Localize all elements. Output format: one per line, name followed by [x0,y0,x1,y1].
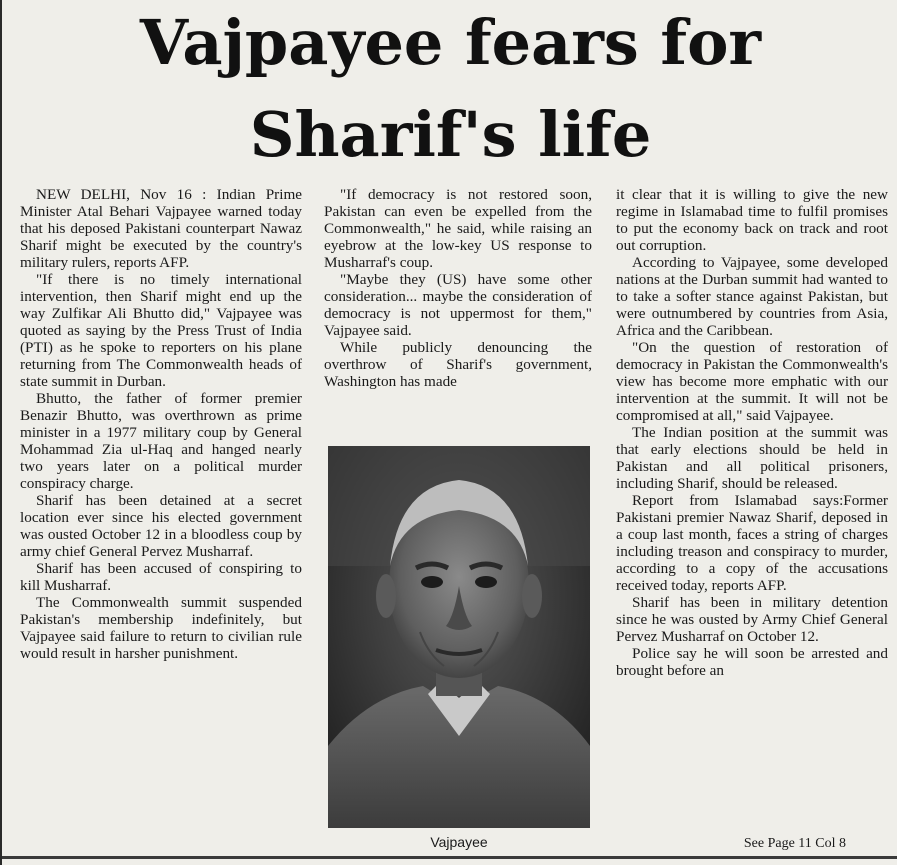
continuation-note: See Page 11 Col 8 [743,836,846,851]
paragraph: "If democracy is not restored soon, Pakistan can even be expelled from the Commonwealth," he said, while raising an eyebrow at the low-key US response to Musharraf's coup. [324,186,592,271]
headline-line-2: Sharif's life [249,98,652,171]
paragraph: Sharif has been in military detention since he was ousted by Army Chief General Pervez Musharraf on October 12. [616,594,888,645]
paragraph: "Maybe they (US) have some other consideration... maybe the consideration of democracy is not uppermost for them," Vajpayee said. [324,271,592,339]
paragraph: Police say he will soon be arrested and brought before an [616,645,888,679]
paragraph: Report from Islamabad says:Former Pakistani premier Nawaz Sharif, deposed in a coup last month, faces a string of charges including treason and conspiracy to murder, according to a copy of the accusations received today, reports AFP. [616,492,888,594]
article-column-3 [616,186,888,831]
paragraph: While publicly denouncing the overthrow of Sharif's government, Washington has made [324,339,592,390]
portrait-image [328,446,590,828]
paragraph: Bhutto, the father of former premier Benazir Bhutto, was overthrown as prime minister in a 1977 military coup by General Mohammad Zia ul-Haq and hanged nearly two years later on a political murder conspiracy charge. [20,390,302,492]
paragraph: Sharif has been accused of conspiring to kill Musharraf. [20,560,302,594]
bottom-rule [2,856,897,859]
paragraph: "On the question of restoration of democracy in Pakistan the Commonwealth's view has become more emphatic with our intervention at the summit. It will not be compromised at all," said Vajpayee. [616,339,888,424]
paragraph: "If there is no timely international intervention, then Sharif might end up the way Zulfikar Ali Bhutto did," Vajpayee was quoted as saying by the Press Trust of India (PTI) as he spoke to reporters on his plane returning from The Commonwealth heads of state summit in Durban. [20,271,302,390]
paragraph: The Commonwealth summit suspended Pakistan's membership indefinitely, but Vajpayee said failure to return to civilian rule would result in harsher punishment. [20,594,302,662]
article-column-1 [20,186,302,848]
photo-caption: Vajpayee [430,834,488,850]
article-column-2 [324,186,592,436]
paragraph: According to Vajpayee, some developed nations at the Durban summit had wanted to to take a softer stance against Pakistan, but were outnumbered by countries from Asia, Africa and the Caribbean. [616,254,888,339]
paragraph: NEW DELHI, Nov 16 : Indian Prime Minister Atal Behari Vajpayee warned today that his deposed Pakistani counterpart Nawaz Sharif might be executed by the country's military rulers, reports AFP. [20,186,302,271]
paragraph: it clear that it is willing to give the new regime in Islamabad time to fulfil promises to put the economy back on track and root out corruption. [616,186,888,254]
vajpayee-photo [328,446,590,828]
headline-line-1: Vajpayee fears for [139,6,762,79]
paragraph: The Indian position at the summit was that early elections should be held in Pakistan and all political prisoners, including Sharif, should be released. [616,424,888,492]
paragraph: Sharif has been detained at a secret location ever since his elected government was ousted October 12 in a bloodless coup by army chief General Pervez Musharraf. [20,492,302,560]
